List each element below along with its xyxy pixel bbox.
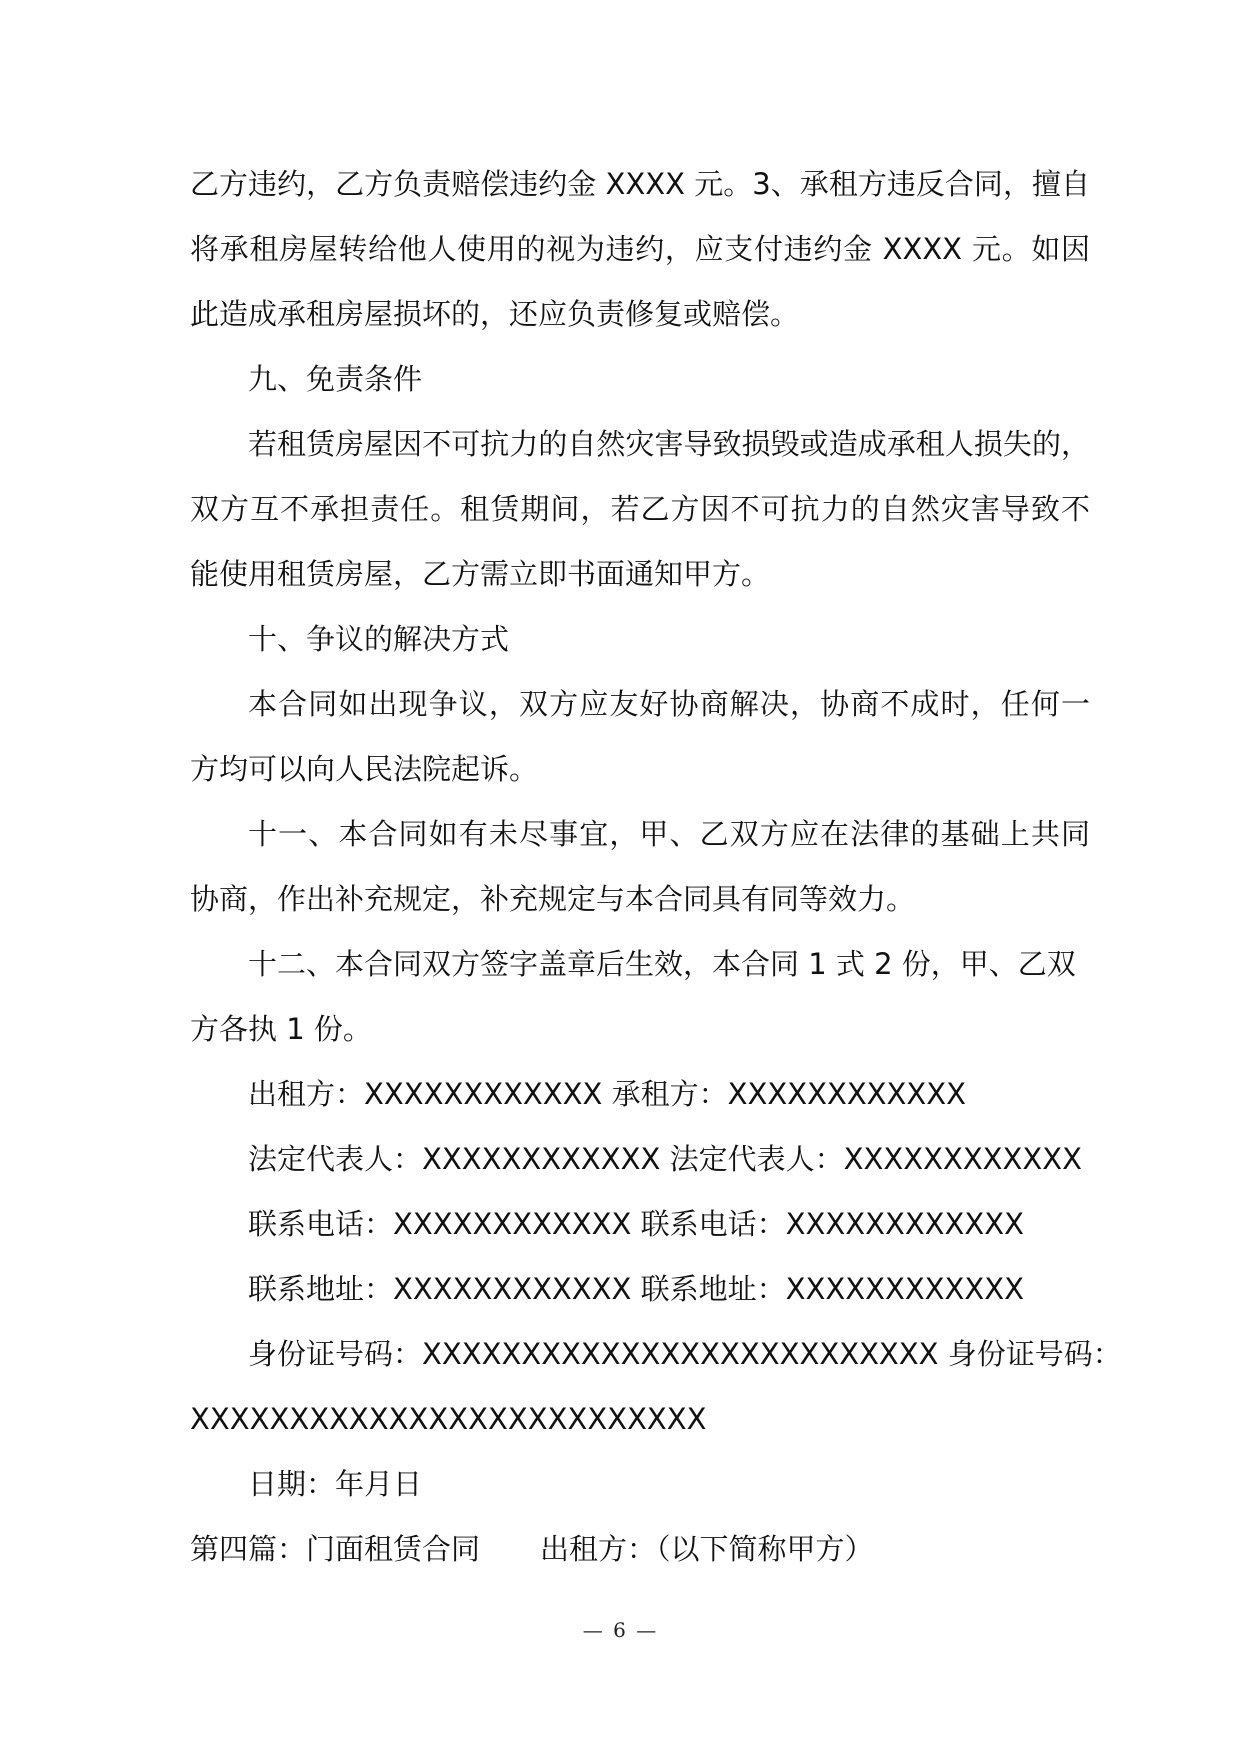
paragraph-line: 方均可以向人民法院起诉。 (190, 752, 539, 786)
next-section-party: 出租方：（以下简称甲方） (540, 1532, 874, 1566)
signature-id-number: 身份证号码：XXXXXXXXXXXXXXXXXXXXXXXXXX 身份证号码： (248, 1337, 1122, 1371)
document-body (190, 152, 1122, 1582)
paragraph-line: 能使用租赁房屋，乙方需立即书面通知甲方。 (190, 557, 771, 591)
paragraph-line: 十一、本合同如有未尽事宜，甲、乙双方应在法律的基础上共同 (248, 817, 1090, 851)
signature-address: 联系地址：XXXXXXXXXXXX 联系地址：XXXXXXXXXXXX (248, 1272, 1025, 1306)
next-section-heading (190, 1517, 1090, 1582)
paragraph-line: 协商，作出补充规定，补充规定与本合同具有同等效力。 (190, 882, 916, 916)
paragraph-line: 将承租房屋转给他人使用的视为违约，应支付违约金 XXXX 元。如因 (190, 232, 1090, 266)
paragraph-line: 若租赁房屋因不可抗力的自然灾害导致损毁或造成承租人损失的， (248, 427, 1090, 461)
signature-id-number-continued: XXXXXXXXXXXXXXXXXXXXXXXXXX (190, 1402, 707, 1436)
signature-lessor-lessee: 出租方：XXXXXXXXXXXX 承租方：XXXXXXXXXXXX (248, 1077, 967, 1111)
paragraph-line: 乙方违约，乙方负责赔偿违约金 XXXX 元。3、承租方违反合同，擅自 (190, 167, 1090, 201)
section-heading-dispute: 十、争议的解决方式 (248, 622, 510, 656)
paragraph-line: 双方互不承担责任。租赁期间，若乙方因不可抗力的自然灾害导致不 (190, 492, 1090, 526)
section-heading-exemption: 九、免责条件 (248, 362, 423, 396)
paragraph-line: 方各执 1 份。 (190, 1012, 372, 1046)
signature-legal-representative: 法定代表人：XXXXXXXXXXXX 法定代表人：XXXXXXXXXXXX (248, 1142, 1083, 1176)
paragraph-line: 此造成承租房屋损坏的，还应负责修复或赔偿。 (190, 297, 800, 331)
paragraph-line: 本合同如出现争议，双方应友好协商解决，协商不成时，任何一 (248, 687, 1090, 721)
signature-date: 日期：年月日 (248, 1467, 423, 1501)
next-section-title: 第四篇：门面租赁合同 (190, 1532, 481, 1566)
signature-phone: 联系电话：XXXXXXXXXXXX 联系电话：XXXXXXXXXXXX (248, 1207, 1025, 1241)
paragraph-line: 十二、本合同双方签字盖章后生效，本合同 1 式 2 份，甲、乙双 (248, 947, 1076, 981)
page-number: — 6 — (582, 1618, 659, 1642)
